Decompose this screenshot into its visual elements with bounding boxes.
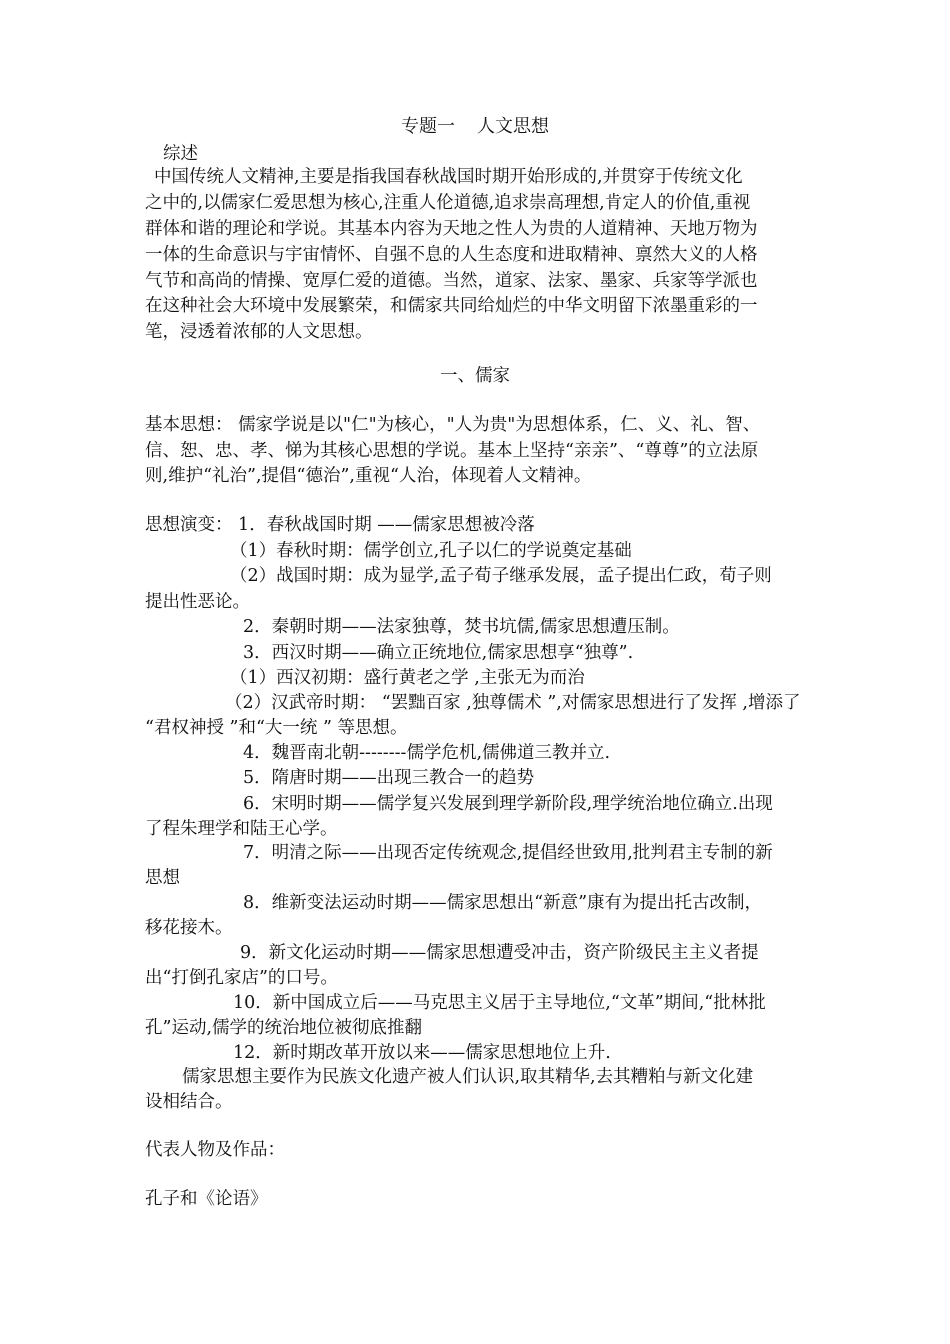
evolution-line: （2）战国时期：成为显学,孟子荀子继承发展，孟子提出仁政，荀子则 <box>230 566 772 586</box>
evolution-line: 6．宋明时期——儒学复兴发展到理学新阶段,理学统治地位确立.出现 <box>243 794 773 814</box>
evolution-line: 2．秦朝时期——法家独尊，焚书坑儒,儒家思想遭压制。 <box>243 617 680 637</box>
evolution-line: （2）汉武帝时期： “罢黜百家 ,独尊儒术 ”,对儒家思想进行了发挥 ,增添了 <box>225 693 801 713</box>
document-title <box>401 114 549 140</box>
evolution-line: 12．新时期改革开放以来——儒家思想地位上升. <box>233 1043 611 1063</box>
evolution-line: 10．新中国成立后——马克思主义居于主导地位,“文革”期间,“批林批 <box>233 993 766 1013</box>
evolution-line: 9．新文化运动时期——儒家思想遭受冲击，资产阶级民主主义者提 <box>240 943 759 963</box>
evolution-line: 8．维新变法运动时期——儒家思想出“新意”康有为提出托古改制， <box>243 893 763 913</box>
evolution-line: 3．西汉时期——确立正统地位,儒家思想享“独尊”. <box>243 643 634 663</box>
evolution-line: 孔”运动,儒学的统治地位被彻底推翻 <box>145 1018 423 1038</box>
evolution-line: 提出性恶论。 <box>145 592 250 612</box>
evolution-line: 7．明清之际——出现否定传统观念,提倡经世致用,批判君主专制的新 <box>243 843 773 863</box>
evolution-line: 出“打倒孔家店”的口号。 <box>145 968 338 988</box>
evolution-line: 思想演变： 1．春秋战国时期 ——儒家思想被冷落 <box>145 515 535 535</box>
title-part-2: 人文思想 <box>477 116 549 137</box>
representatives-heading: 代表人物及作品： <box>145 1140 285 1160</box>
evolution-line: 4．魏晋南北朝--------儒学危机,儒佛道三教并立. <box>243 743 611 763</box>
evolution-line: （1）春秋时期：儒学创立,孔子以仁的学说奠定基础 <box>230 541 632 561</box>
evolution-line: “君权神授 ”和“大一统 ” 等思想。 <box>145 718 408 738</box>
evolution-line: 儒家思想主要作为民族文化遗产被人们认识,取其精华,去其糟粕与新文化建 <box>182 1067 754 1087</box>
overview-heading: 综述 <box>163 144 198 164</box>
overview-line: 中国传统人文精神,主要是指我国春秋战国时期开始形成的,并贯穿于传统文化 <box>154 167 743 187</box>
evolution-line: 5．隋唐时期——出现三教合一的趋势 <box>243 768 535 788</box>
basic-thought-line: 则,维护“礼治”,提倡“德治”,重视“人治，体现着人文精神。 <box>145 466 592 486</box>
basic-thought-line: 信、恕、忠、孝、悌为其核心思想的学说。基本上坚持“亲亲”、“尊尊”的立法原 <box>145 441 759 461</box>
overview-line: 群体和谐的理论和学说。其基本内容为天地之性人为贵的人道精神、天地万物为 <box>145 219 758 239</box>
section-title: 一、儒家 <box>440 366 510 386</box>
overview-line: 气节和高尚的情操、宽厚仁爱的道德。当然，道家、法家、墨家、兵家等学派也 <box>145 271 758 291</box>
evolution-line: （1）西汉初期：盛行黄老之学 ,主张无为而治 <box>230 668 585 688</box>
confucius-heading: 孔子和《论语》 <box>145 1189 268 1209</box>
overview-line: 笔，浸透着浓郁的人文思想。 <box>145 322 373 342</box>
overview-line: 之中的,以儒家仁爱思想为核心,注重人伦道德,追求崇高理想,肯定人的价值,重视 <box>145 193 751 213</box>
evolution-line: 移花接木。 <box>145 918 233 938</box>
overview-line: 在这种社会大环境中发展繁荣，和儒家共同给灿烂的中华文明留下浓墨重彩的一 <box>145 296 758 316</box>
evolution-line: 思想 <box>145 868 180 888</box>
basic-thought-line: 基本思想： 儒家学说是以"仁"为核心，"人为贵"为思想体系，仁、义、礼、智、 <box>145 415 761 435</box>
title-part-1: 专题一 <box>401 116 455 137</box>
evolution-line: 了程朱理学和陆王心学。 <box>145 819 338 839</box>
overview-line: 一体的生命意识与宇宙情怀、自强不息的人生态度和进取精神、禀然大义的人格 <box>145 245 758 265</box>
evolution-line: 设相结合。 <box>145 1092 233 1112</box>
